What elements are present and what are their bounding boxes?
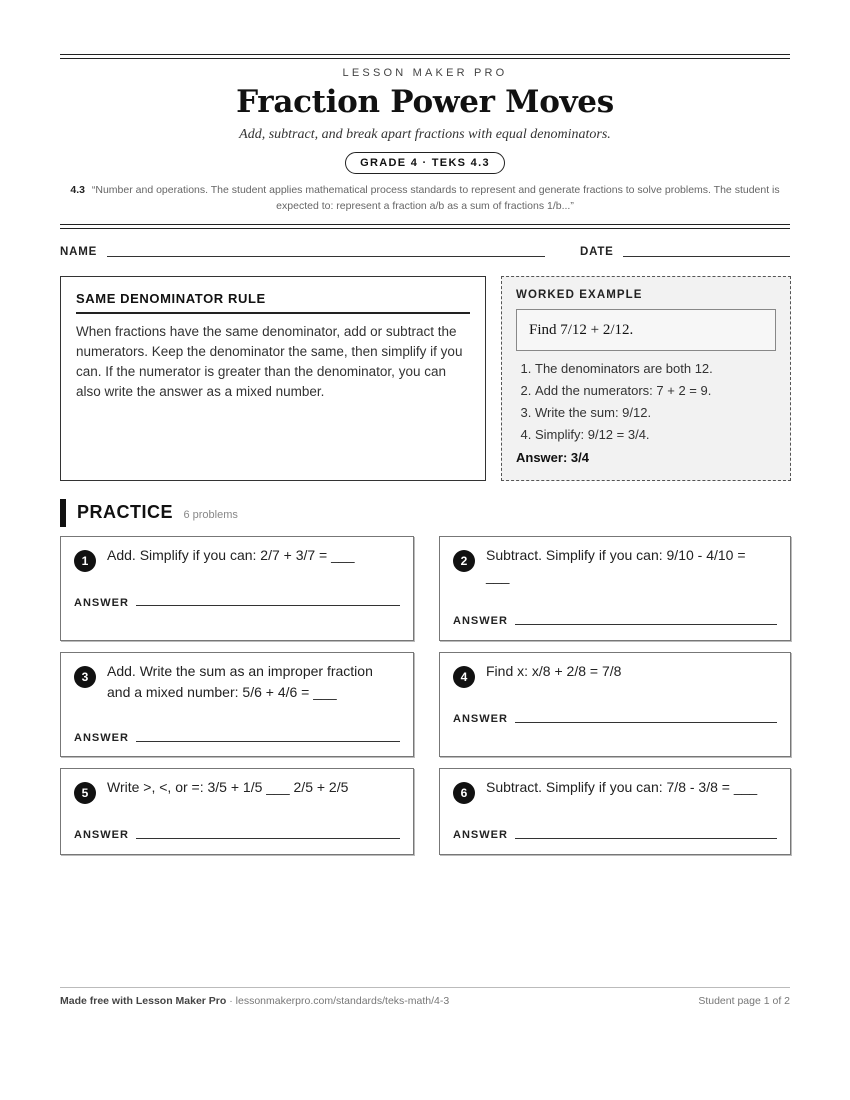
rule-box (60, 276, 486, 481)
answer-line[interactable] (136, 838, 400, 839)
answer-label: ANSWER (453, 615, 508, 627)
problem-number: 5 (74, 782, 96, 804)
problem-card-6 (439, 768, 791, 855)
brand-name: LESSON MAKER PRO (342, 67, 508, 79)
problem-text: Add. Write the sum as an improper fraction and a mixed number: 5/6 + 4/6 = ___ (107, 663, 373, 700)
answer-line[interactable] (515, 624, 777, 625)
problem-text: Find x: x/8 + 2/8 = 7/8 (486, 663, 622, 679)
answer-label: ANSWER (453, 829, 508, 841)
problem-card-4 (439, 652, 791, 757)
page-subtitle: Add, subtract, and break apart fractions with equal denominators. (239, 127, 611, 142)
practice-count: 6 problems (183, 509, 238, 521)
answer-line[interactable] (515, 722, 777, 723)
worked-example-box (501, 276, 791, 481)
problem-number: 6 (453, 782, 475, 804)
standard-description (60, 182, 790, 214)
problem-text: Subtract. Simplify if you can: 9/10 - 4/10 = ___ (486, 547, 746, 584)
header-bottom-rule (60, 224, 790, 229)
example-heading: WORKED EXAMPLE (516, 289, 643, 301)
footer (60, 995, 790, 1007)
problem-card-1 (60, 536, 414, 641)
example-step: 4. Simplify: 9/12 = 3/4. (535, 424, 776, 446)
name-field[interactable] (107, 256, 545, 257)
answer-label: ANSWER (74, 597, 129, 609)
rule-heading: SAME DENOMINATOR RULE (76, 291, 470, 314)
worksheet-page (60, 0, 790, 1100)
example-step: 2. Add the numerators: 7 + 2 = 9. (535, 380, 776, 402)
problem-card-3 (60, 652, 414, 757)
problem-card-5 (60, 768, 414, 855)
grade-badge: GRADE 4 · TEKS 4.3 (345, 152, 505, 174)
standard-code: 4.3 (70, 184, 85, 196)
example-answer: Answer: 3/4 (516, 450, 589, 465)
footer-credit: Made free with Lesson Maker Pro (60, 995, 227, 1007)
example-prompt: Find 7/12 + 2/12. (516, 309, 776, 351)
practice-heading (60, 499, 238, 527)
problem-text: Subtract. Simplify if you can: 7/8 - 3/8 = ___ (486, 779, 758, 795)
problem-number: 2 (453, 550, 475, 572)
name-label: NAME (60, 246, 98, 258)
footer-url[interactable]: · lessonmakerpro.com/standards/teks-math/4-3 (226, 995, 450, 1007)
example-step: 1. The denominators are both 12. (535, 358, 776, 380)
answer-line[interactable] (515, 838, 777, 839)
footer-rule (60, 987, 790, 988)
problem-text: Write >, <, or =: 3/5 + 1/5 ___ 2/5 + 2/5 (107, 779, 349, 795)
answer-line[interactable] (136, 741, 400, 742)
answer-line[interactable] (136, 605, 400, 606)
problem-number: 4 (453, 666, 475, 688)
name-date-row (60, 246, 790, 262)
example-steps (516, 358, 776, 446)
page-indicator: Student page 1 of 2 (698, 995, 790, 1007)
date-field[interactable] (623, 256, 790, 257)
page-title: Fraction Power Moves (236, 84, 614, 120)
problem-number: 3 (74, 666, 96, 688)
answer-label: ANSWER (74, 732, 129, 744)
rule-body: When fractions have the same denominator, add or subtract the numerators. Keep the denominator the same, then simplify if you can. If the numerator is greater than the denominator, you can also write the answer as a mixed number. (76, 324, 463, 399)
date-label: DATE (580, 246, 614, 258)
header-top-rule (60, 54, 790, 59)
practice-title: PRACTICE (77, 502, 174, 522)
standard-text: “Number and operations. The student applies mathematical process standards to represent and generate fractions to solve problems. The student is expected to: represent a fraction a/b as a sum of fractions 1/b...” (91, 184, 780, 212)
answer-label: ANSWER (453, 713, 508, 725)
problem-card-2 (439, 536, 791, 641)
example-step: 3. Write the sum: 9/12. (535, 402, 776, 424)
problem-number: 1 (74, 550, 96, 572)
answer-label: ANSWER (74, 829, 129, 841)
problem-text: Add. Simplify if you can: 2/7 + 3/7 = ___ (107, 547, 355, 563)
